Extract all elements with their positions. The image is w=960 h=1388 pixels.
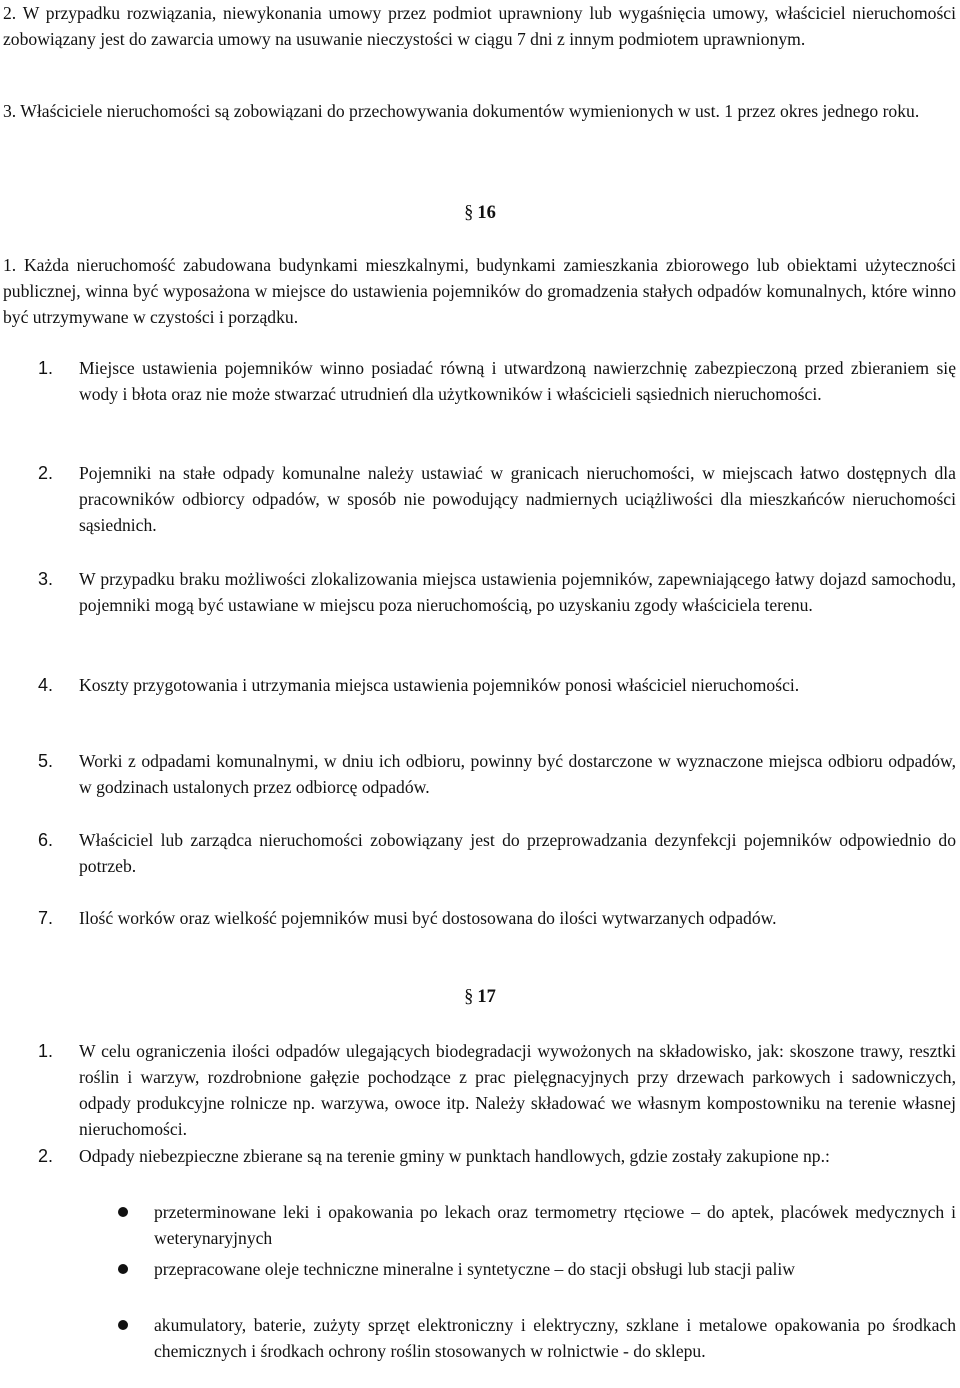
s17-item-2 [38, 1143, 956, 1169]
item-text: Worki z odpadami komunalnymi, w dniu ich odbioru, powinny być dostarczone w wyznaczone miejsca odbioru odpadów, w godzinach ustalonych przez odbiorcę odpadów. [79, 751, 956, 797]
item-number: 1. [38, 358, 54, 378]
bullet-icon [118, 1207, 128, 1217]
item-text: W celu ograniczenia ilości odpadów ulegających biodegradacji wywożonych na składowisko, jak: skoszone trawy, resztki roślin i warzyw, rozdrobnione gałęzie pochodzące z prac pielęgnacyjnych przy drzewach parkowych i sadowniczych, odpady produkcyjne rolnicze np. warzywa, owoce itp. Należy składować we własnym kompostowniku na terenie własnej nieruchomości. [79, 1041, 956, 1139]
bullet-text: przepracowane oleje techniczne mineralne i syntetyczne – do stacji obsługi lub stacji paliw [154, 1259, 795, 1279]
paragraph-3-text: 3. Właściciele nieruchomości są zobowiązani do przechowywania dokumentów wymienionych w ust. 1 przez okres jednego roku. [3, 101, 920, 121]
item-text: Pojemniki na stałe odpady komunalne należy ustawiać w granicach nieruchomości, w miejscach łatwo dostępnych dla pracowników odbiorcy odpadów, w sposób nie powodujący nadmiernych uciążliwości dla mieszkańców nieruchomości sąsiednich. [79, 463, 956, 535]
bullet-text: przeterminowane leki i opakowania po lekach oraz termometry rtęciowe – do aptek, placówek medycznych i weterynaryjnych [154, 1202, 956, 1248]
s16-item-2 [38, 460, 956, 538]
s16-item-4 [38, 672, 956, 698]
item-number: 2. [38, 463, 54, 483]
s16-item-3 [38, 566, 956, 618]
section-16-intro-text: 1. Każda nieruchomość zabudowana budynkami mieszkalnymi, budynkami zamieszkania zbiorowego lub obiektami użyteczności publicznej, winna być wyposażona w miejsce do ustawienia pojemników do gromadzenia stałych odpadów komunalnych, które winno być utrzymywane w czystości i porządku. [3, 255, 956, 327]
s16-item-7 [38, 905, 956, 931]
item-text: Właściciel lub zarządca nieruchomości zobowiązany jest do przeprowadzania dezynfekcji pojemników odpowiednio do potrzeb. [79, 830, 956, 876]
s17-item-1 [38, 1038, 956, 1142]
paragraph-2-text: 2. W przypadku rozwiązania, niewykonania umowy przez podmiot uprawniony lub wygaśnięcia umowy, właściciel nieruchomości zobowiązany jest do zawarcia umowy na usuwanie nieczystości w ciągu 7 dni z innym podmiotem uprawnionym. [3, 3, 956, 49]
section-number: 16 [477, 203, 496, 223]
item-number: 6. [38, 830, 54, 850]
bullet-item [118, 1256, 956, 1282]
section-symbol: § [464, 987, 474, 1007]
item-text: Koszty przygotowania i utrzymania miejsca ustawienia pojemników ponosi właściciel nieruchomości. [79, 675, 800, 695]
section-16-intro [3, 252, 956, 330]
item-text: Miejsce ustawienia pojemników winno posiadać równą i utwardzoną nawierzchnię zabezpieczoną przed zbieraniem się wody i błota oraz nie może stwarzać utrudnień dla użytkowników i właścicieli sąsiednich nieruchomości. [79, 358, 956, 404]
section-17-heading [0, 984, 960, 1010]
s16-item-1 [38, 355, 956, 407]
item-number: 4. [38, 675, 54, 695]
section-symbol: § [464, 203, 474, 223]
item-text: Odpady niebezpieczne zbierane są na terenie gminy w punktach handlowych, gdzie zostały zakupione np.: [79, 1146, 830, 1166]
item-number: 1. [38, 1041, 54, 1061]
bullet-item [118, 1199, 956, 1251]
paragraph-2 [3, 0, 956, 52]
item-number: 3. [38, 569, 54, 589]
paragraph-3 [3, 98, 956, 124]
bullet-item [118, 1312, 956, 1364]
section-16-heading [0, 200, 960, 226]
item-number: 2. [38, 1146, 54, 1166]
item-number: 7. [38, 908, 54, 928]
s16-item-6 [38, 827, 956, 879]
item-number: 5. [38, 751, 54, 771]
s16-item-5 [38, 748, 956, 800]
item-text: W przypadku braku możliwości zlokalizowania miejsca ustawienia pojemników, zapewniającego łatwy dojazd samochodu, pojemniki mogą być ustawiane w miejscu poza nieruchomością, po uzyskaniu zgody właściciela terenu. [79, 569, 956, 615]
bullet-text: akumulatory, baterie, zużyty sprzęt elektroniczny i elektryczny, szklane i metalowe opakowania po środkach chemicznych i środkach ochrony roślin stosowanych w rolnictwie - do sklepu. [154, 1315, 956, 1361]
section-number: 17 [477, 987, 496, 1007]
item-text: Ilość worków oraz wielkość pojemników musi być dostosowana do ilości wytwarzanych odpadów. [79, 908, 777, 928]
bullet-icon [118, 1320, 128, 1330]
bullet-icon [118, 1264, 128, 1274]
